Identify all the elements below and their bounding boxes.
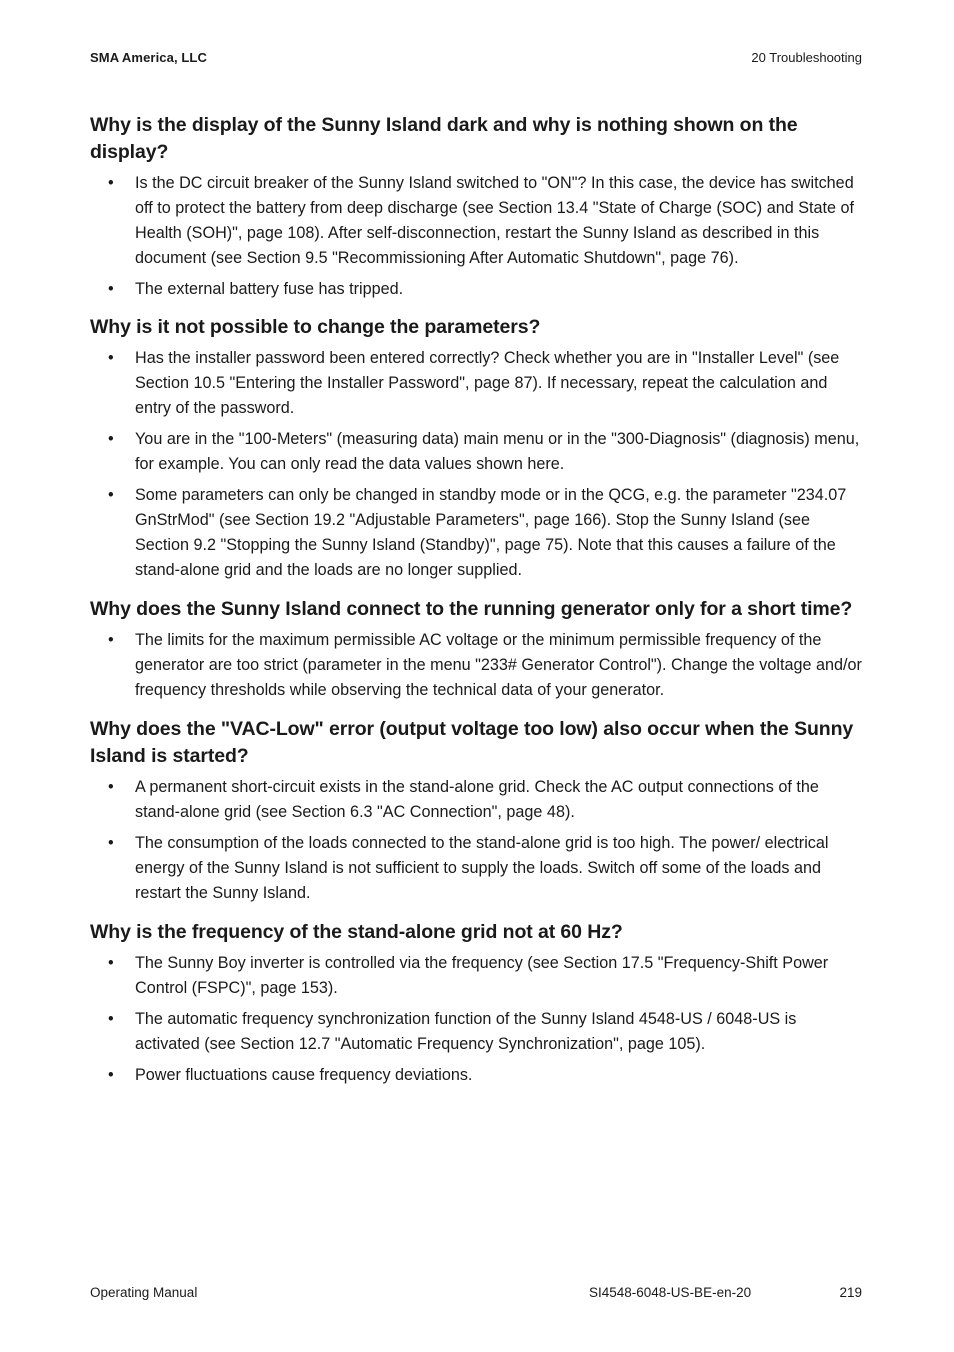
bullet-list (90, 171, 862, 302)
bullet-list (90, 628, 862, 703)
bullet-list (90, 346, 862, 583)
header-company: SMA America, LLC (90, 50, 207, 65)
header-chapter: 20 Troubleshooting (751, 50, 862, 65)
list-item (90, 171, 862, 271)
bullet-list (90, 951, 862, 1088)
bullet-icon: • (108, 430, 114, 448)
footer-manual: Operating Manual (90, 1285, 198, 1300)
list-item-text: The consumption of the loads connected to the stand-alone grid is too high. The power/ electrical energy of the Sunny Island is not sufficient to supply the loads. Switch off some of the loads and restart the Sunny Island. (135, 834, 829, 902)
section-heading: Why is the frequency of the stand-alone grid not at 60 Hz? (90, 921, 623, 943)
bullet-icon: • (108, 349, 114, 367)
section-heading: Why is the display of the Sunny Island dark and why is nothing shown on the display? (90, 114, 798, 163)
list-item (90, 277, 862, 302)
list-item-text: Some parameters can only be changed in standby mode or in the QCG, e.g. the parameter "234.07 GnStrMod" (see Section 19.2 "Adjustable Parameters", page 166). Stop the Sunny Island (see Section 9.2 "Stopping the Sunny Island (Standby)", page 75). Note that this causes a failure of the stand-alone grid and the loads are no longer supplied. (135, 486, 847, 579)
list-item (90, 483, 862, 583)
list-item (90, 1007, 862, 1057)
list-item (90, 831, 862, 906)
section-generator-short-time (90, 596, 862, 703)
list-item-text: The automatic frequency synchronization function of the Sunny Island 4548-US / 6048-US is activated (see Section 12.7 "Automatic Frequency Synchronization", page 105). (135, 1010, 797, 1053)
list-item (90, 951, 862, 1001)
list-item-text: Has the installer password been entered correctly? Check whether you are in "Installer Level" (see Section 10.5 "Entering the Installer Password", page 87). If necessary, repeat the calculation and entry of the password. (135, 349, 840, 417)
footer-doc-id: SI4548-6048-US-BE-en-20 (589, 1285, 752, 1300)
bullet-icon: • (108, 174, 114, 192)
list-item (90, 628, 862, 703)
section-heading: Why does the Sunny Island connect to the running generator only for a short time? (90, 598, 853, 620)
list-item-text: The external battery fuse has tripped. (135, 280, 404, 298)
list-item-text: The Sunny Boy inverter is controlled via the frequency (see Section 17.5 "Frequency-Shift Power Control (FSPC)", page 153). (135, 954, 829, 997)
bullet-icon: • (108, 1066, 114, 1084)
list-item-text: Power fluctuations cause frequency deviations. (135, 1066, 473, 1084)
section-heading: Why does the "VAC-Low" error (output voltage too low) also occur when the Sunny Island is started? (90, 718, 854, 767)
list-item (90, 346, 862, 421)
section-parameters (90, 314, 862, 583)
bullet-icon: • (108, 778, 114, 796)
section-vac-low (90, 716, 862, 906)
bullet-icon: • (108, 834, 114, 852)
section-frequency (90, 919, 862, 1088)
list-item-text: You are in the "100-Meters" (measuring data) main menu or in the "300-Diagnosis" (diagnosis) menu, for example. You can only read the data values shown here. (135, 430, 860, 473)
list-item (90, 775, 862, 825)
section-heading: Why is it not possible to change the parameters? (90, 316, 541, 338)
list-item-text: Is the DC circuit breaker of the Sunny Island switched to "ON"? In this case, the device has switched off to protect the battery from deep discharge (see Section 13.4 "State of Charge (SOC) and State of Health (SOH)", page 108). After self-disconnection, restart the Sunny Island as described in this document (see Section 9.5 "Recommissioning After Automatic Shutdown", page 76). (135, 174, 854, 267)
list-item-text: A permanent short-circuit exists in the stand-alone grid. Check the AC output connections of the stand-alone grid (see Section 6.3 "AC Connection", page 48). (135, 778, 819, 821)
bullet-icon: • (108, 1010, 114, 1028)
bullet-icon: • (108, 280, 114, 298)
list-item (90, 427, 862, 477)
bullet-icon: • (108, 954, 114, 972)
bullet-icon: • (108, 486, 114, 504)
bullet-icon: • (108, 631, 114, 649)
page-content (90, 112, 862, 1094)
bullet-list (90, 775, 862, 906)
list-item (90, 1063, 862, 1088)
page-number: 219 (839, 1285, 862, 1300)
section-display-dark (90, 112, 862, 302)
list-item-text: The limits for the maximum permissible AC voltage or the minimum permissible frequency of the generator are too strict (parameter in the menu "233# Generator Control"). Change the voltage and/or frequency thresholds while observing the technical data of your generator. (135, 631, 862, 699)
